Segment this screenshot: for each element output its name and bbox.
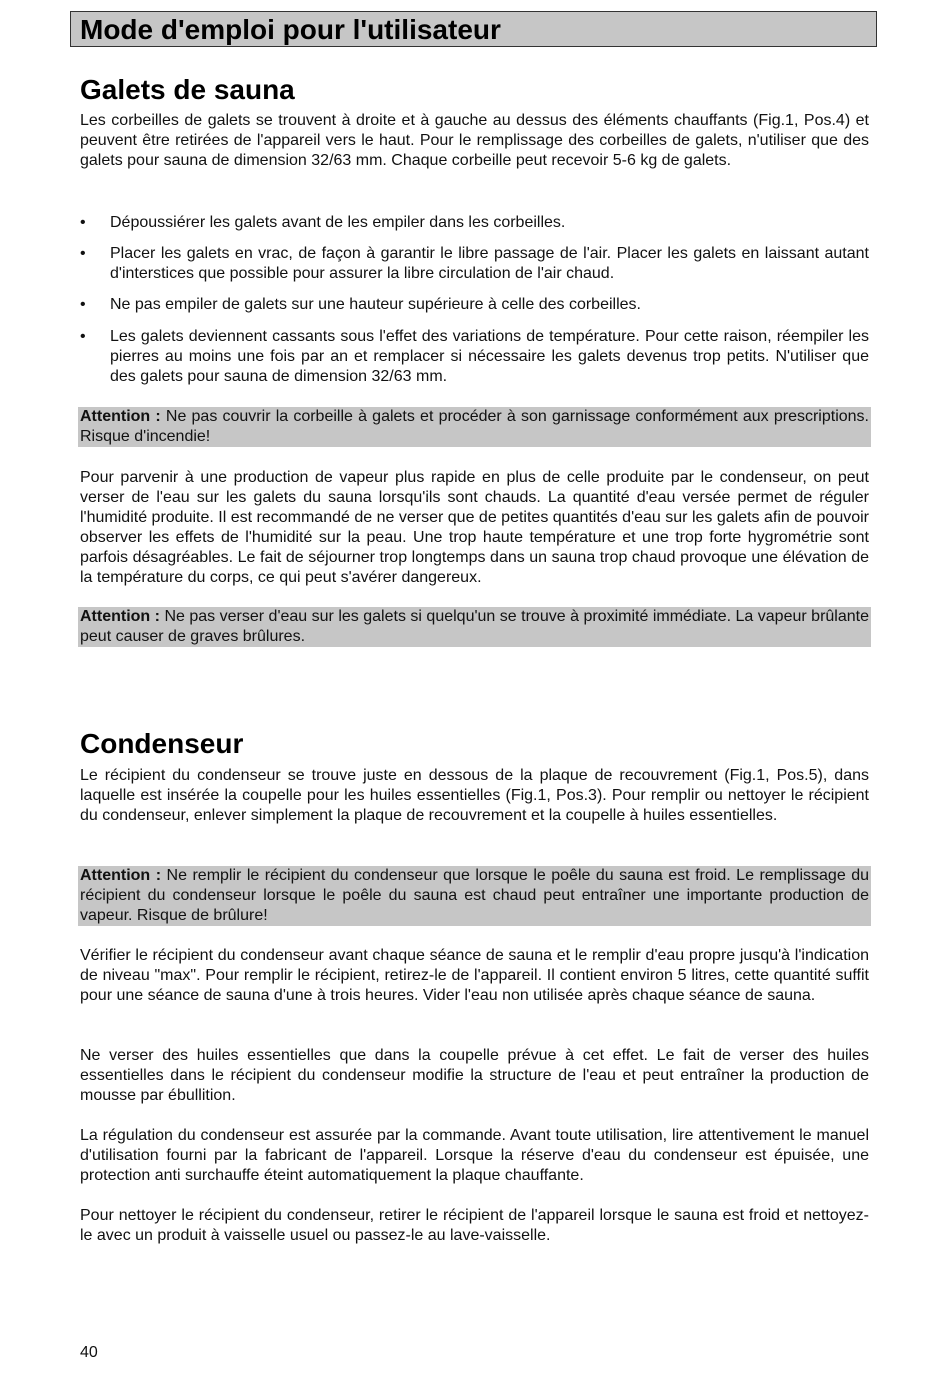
page-title: Mode d'emploi pour l'utilisateur [80, 14, 501, 45]
vapeur-paragraph: Pour parvenir à une production de vapeur plus rapide en plus de celle produite par le condenseur, on peut verser de l'eau sur les galets du sauna lorsqu'ils sont chauds. La quantité d'eau versée permet de réguler l'humidité produite. Il est recommandé de ne verser que de petites quantités d'eau sur les galets afin de pouvoir observer les effets de l'humidité sur la peau. Une trop haute température et une trop forte hygrométrie sont parfois désagréables. Le fait de séjourner trop longtemps dans un sauna trop chaud provoque une élévation de la température du corps, ce qui peut s'avérer dangereux. [80, 469, 869, 586]
bullet-text: Dépoussiérer les galets avant de les empiler dans les corbeilles. [110, 214, 566, 231]
attention-box-condenseur [78, 866, 871, 926]
header-bar [70, 11, 877, 47]
attention-label: Attention : [80, 867, 162, 884]
bullet-icon: • [80, 296, 86, 313]
attention-label: Attention : [80, 408, 161, 425]
section-title-galets: Galets de sauna [80, 74, 295, 105]
attention-box-burn [78, 607, 871, 647]
condenseur-paragraph-2: Ne verser des huiles essentielles que dans la coupelle prévue à cet effet. Le fait de verser des huiles essentielles dans le récipient du condenseur modifie la structure de l'eau et peut entraîner la production de mousse par ébullition. [80, 1047, 869, 1104]
bullet-item [80, 295, 869, 315]
bullet-text: Ne pas empiler de galets sur une hauteur supérieure à celle des corbeilles. [110, 296, 641, 313]
bullet-text: Placer les galets en vrac, de façon à garantir le libre passage de l'air. Placer les galets en laissant autant d'interstices que possible pour assurer la libre circulation de l'air chaud. [110, 245, 869, 282]
attention-box-fire [78, 407, 871, 447]
condenseur-paragraph-3: La régulation du condenseur est assurée par la commande. Avant toute utilisation, lire attentivement le manuel d'utilisation fourni par la fabricant de l'appareil. Lorsque la réserve d'eau du condenseur est épuisée, une protection anti surchauffe éteint automatiquement la plaque chauffante. [80, 1127, 869, 1184]
condenseur-intro-paragraph: Le récipient du condenseur se trouve juste en dessous de la plaque de recouvrement (Fig.1, Pos.5), dans laquelle est insérée la coupelle pour les huiles essentielles (Fig.1, Pos.3). Pour remplir ou nettoyer le récipient du condenseur, enlever simplement la plaque de recouvrement et la coupelle à huiles essentielles. [80, 767, 869, 824]
bullet-item [80, 213, 869, 233]
section-title-condenseur: Condenseur [80, 728, 244, 759]
bullet-icon: • [80, 245, 86, 262]
attention-text: Ne pas verser d'eau sur les galets si quelqu'un se trouve à proximité immédiate. La vapeur brûlante peut causer de graves brûlures. [80, 608, 869, 645]
bullet-icon: • [80, 214, 86, 231]
attention-label: Attention : [80, 608, 160, 625]
galets-intro-paragraph: Les corbeilles de galets se trouvent à droite et à gauche au dessus des éléments chauffants (Fig.1, Pos.4) et peuvent être retirées de l'appareil vers le haut. Pour le remplissage des corbeilles de galets, n'utiliser que des galets pour sauna de dimension 32/63 mm. Chaque corbeille peut recevoir 5-6 kg de galets. [80, 112, 869, 169]
attention-text: Ne pas couvrir la corbeille à galets et procéder à son garnissage conformément aux prescriptions. Risque d'incendie! [80, 408, 869, 445]
bullet-item [80, 327, 869, 387]
page-number: 40 [80, 1344, 98, 1361]
bullet-item [80, 244, 869, 284]
bullet-icon: • [80, 328, 86, 345]
condenseur-paragraph-4: Pour nettoyer le récipient du condenseur, retirer le récipient de l'appareil lorsque le sauna est froid et nettoyez-le avec un produit à vaisselle usuel ou passez-le au lave-vaisselle. [80, 1207, 869, 1244]
bullet-text: Les galets deviennent cassants sous l'effet des variations de température. Pour cette raison, réempiler les pierres au moins une fois par an et remplacer si nécessaire les galets devenus trop petits. N'utiliser que des galets pour sauna de dimension 32/63 mm. [110, 328, 869, 385]
condenseur-paragraph-1: Vérifier le récipient du condenseur avant chaque séance de sauna et le remplir d'eau propre jusqu'à l'indication de niveau "max". Pour remplir le récipient, retirez-le de l'appareil. Il contient environ 5 litres, cette quantité suffit pour une séance de sauna d'une à trois heures. Vider l'eau non utilisée après chaque séance de sauna. [80, 947, 869, 1004]
attention-text: Ne remplir le récipient du condenseur que lorsque le poêle du sauna est froid. Le remplissage du récipient du condenseur lorsque le poêle du sauna est chaud peut entraîner une importante production de vapeur. Risque de brûlure! [80, 867, 870, 924]
